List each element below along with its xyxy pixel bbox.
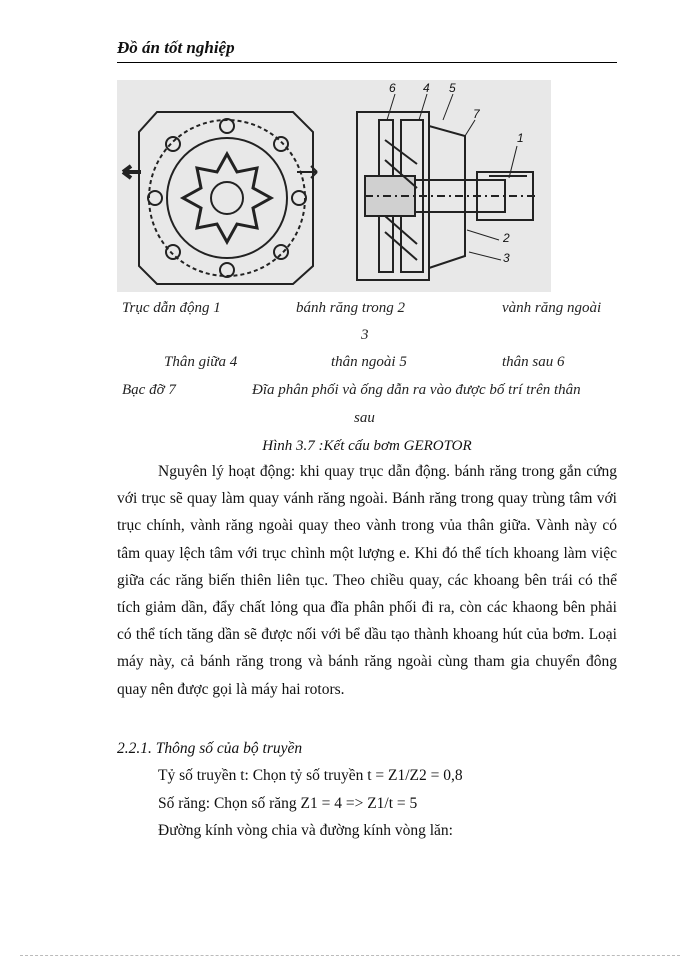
pump-drawing <box>117 80 551 292</box>
caption-part: Thân giữa 4 <box>164 354 238 370</box>
caption-part: thân ngoài 5 <box>331 354 407 370</box>
text-line: Số răng: Chọn số răng Z1 = 4 => Z1/t = 5 <box>158 795 418 812</box>
callout-label: 6 <box>389 81 396 95</box>
callout-label: 7 <box>473 107 480 121</box>
section-heading: 2.2.1. Thông số của bộ truyền <box>117 740 303 757</box>
callout-label: 3 <box>503 251 510 265</box>
callout-label: 4 <box>423 81 430 95</box>
caption-part: thân sau 6 <box>502 354 565 370</box>
figure-caption: Hình 3.7 :Kết cấu bơm GEROTOR <box>262 438 472 454</box>
caption-part: Trục dẫn động 1 <box>122 300 221 316</box>
callout-label: 1 <box>517 131 524 145</box>
callout-label: 2 <box>503 231 510 245</box>
caption-part: sau <box>354 410 375 426</box>
text-line: Tỷ số truyền t: Chọn tỷ số truyền t = Z1/Z2 = 0,8 <box>158 767 463 784</box>
caption-part: Đĩa phân phối và ống dẫn ra vào được bố trí trên thân <box>252 382 581 398</box>
caption-part: 3 <box>361 327 369 343</box>
text-line: Đường kính vòng chia và đường kính vòng lăn: <box>158 822 453 839</box>
page-bottom-rule <box>20 955 680 956</box>
pump-drawing-figure <box>117 80 551 292</box>
document-header: Đồ án tốt nghiệp <box>117 38 235 57</box>
front-view <box>123 112 317 284</box>
callout-label: 5 <box>449 81 456 95</box>
header-rule <box>117 62 617 63</box>
caption-part: Bạc đỡ 7 <box>122 382 176 398</box>
body-paragraph: Nguyên lý hoạt động: khi quay trục dẫn động. bánh răng trong gắn cứng với trục sẽ quay làm quay vánh răng ngoài. Bánh răng trong quay trùng tâm với trục chính, vành răng ngoài quay theo vành trong vủa thân giữa. Vành này có tâm quay lệch tâm với trục chình một lượng e. Khi đó thể tích khoang làm việc giữa các răng biến thiên liên tục. Theo chiều quay, các khoang bên trái có thể tích giảm dần, đẩy chất lỏng qua đĩa phân phối đi ra, còn các khaong bên phải có thể tích tăng dần sẽ được nối với bể dầu tạo thành khoang hút của bơm. Loại máy này, cả bánh răng trong và bánh răng ngoài cùng tham gia chuyển đông quay nên được gọi là máy hai rotors. <box>117 463 617 698</box>
section-view <box>357 112 537 280</box>
caption-part: vành răng ngoài <box>502 300 602 316</box>
caption-part: bánh răng trong 2 <box>296 300 406 316</box>
